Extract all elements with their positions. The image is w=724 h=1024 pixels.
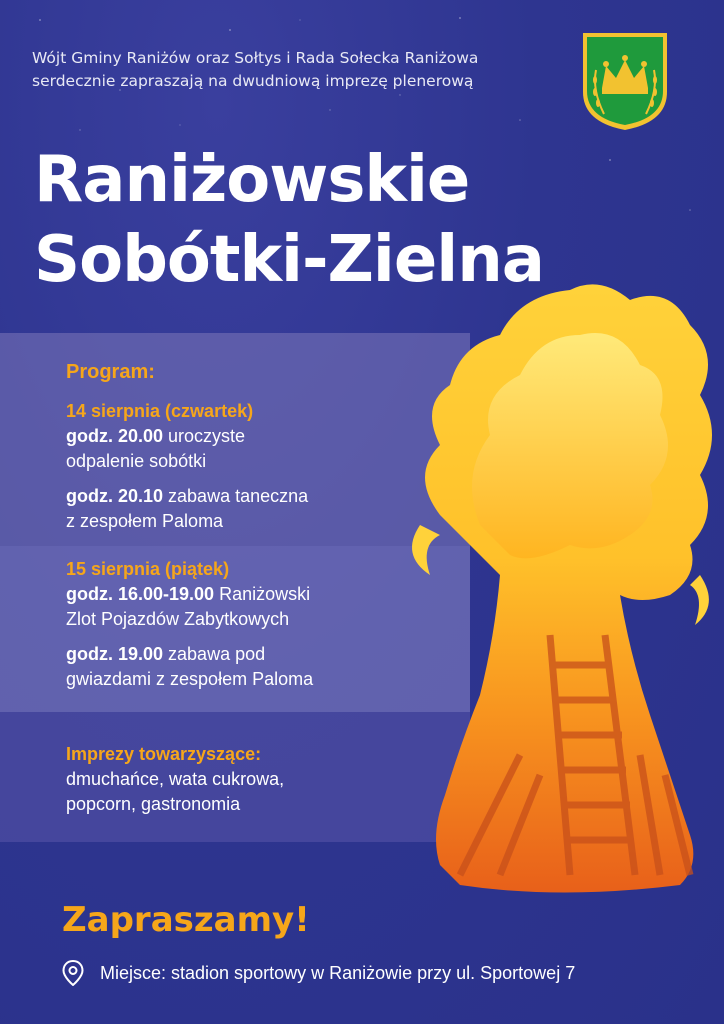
program-heading: Program: [66,361,155,383]
extras-line-1: dmuchańce, wata cukrowa, [66,769,285,789]
item-text: uroczyste [163,426,246,446]
call-to-action: Zapraszamy! [62,900,310,940]
title-line-2: Sobótki-Zielna [34,223,544,297]
location-pin-icon [62,960,84,986]
item-time: godz. 16.00-19.00 [66,584,215,604]
item-text: odpalenie sobótki [66,451,207,471]
day1-label: 14 sierpnia (czwartek) [66,401,254,421]
invitation-text [32,47,572,93]
program-day1-section [66,360,466,544]
crown-crest-icon [580,30,670,132]
item-text: Raniżowski [214,584,311,604]
item-time: godz. 20.10 [66,486,164,506]
extras-heading: Imprezy towarzyszące: [66,744,262,764]
item-text: Zlot Pojazdów Zabytkowych [66,609,290,629]
invitation-line-2: serdecznie zapraszają na dwudniową imprezę plenerową [32,72,474,90]
program-item [66,582,466,632]
venue-info [62,960,575,986]
item-time: godz. 20.00 [66,426,164,446]
program-item [66,484,466,534]
item-text: zabawa pod [163,644,266,664]
extras-section [66,742,466,817]
item-text: z zespołem Paloma [66,511,224,531]
item-text: zabawa taneczna [163,486,309,506]
item-text: gwiazdami z zespołem Paloma [66,669,314,689]
venue-text: Miejsce: stadion sportowy w Raniżowie przy ul. Sportowej 7 [100,962,576,983]
program-item [66,424,466,474]
day2-label: 15 sierpnia (piątek) [66,559,230,579]
item-time: godz. 19.00 [66,644,164,664]
extras-line-2: popcorn, gastronomia [66,794,241,814]
program-item [66,642,466,692]
program-day2-section [66,557,466,702]
title-line-1: Raniżowskie [34,143,470,217]
invitation-line-1: Wójt Gminy Raniżów oraz Sołtys i Rada Sołecka Raniżowa [32,49,479,67]
